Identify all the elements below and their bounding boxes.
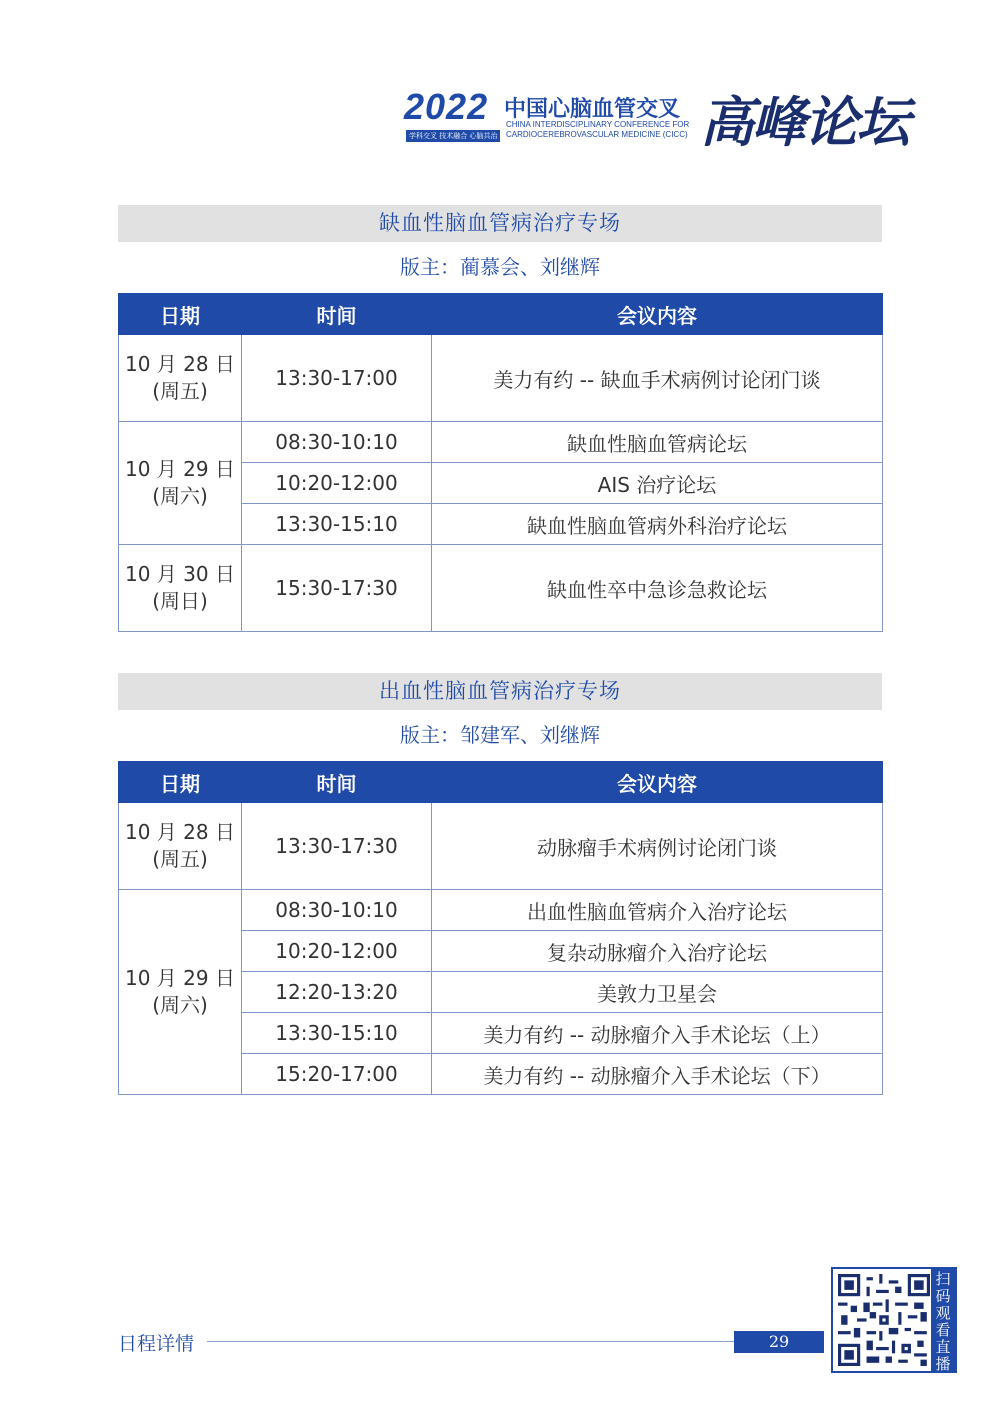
column-header-content: 会议内容 xyxy=(432,294,883,335)
logo-year: 2022 xyxy=(404,86,489,127)
schedule-table xyxy=(118,761,883,1095)
content-cell: 动脉瘤手术病例讨论闭门谈 xyxy=(432,803,883,890)
date-cell xyxy=(119,545,242,632)
time-cell: 13:30-15:10 xyxy=(242,1013,432,1054)
qr-code-panel[interactable] xyxy=(831,1267,957,1373)
weekday-text: (周五) xyxy=(152,847,208,871)
time-cell: 08:30-10:10 xyxy=(242,422,432,463)
content-cell: 复杂动脉瘤介入治疗论坛 xyxy=(432,931,883,972)
content-cell: 出血性脑血管病介入治疗论坛 xyxy=(432,890,883,931)
column-header-time: 时间 xyxy=(242,762,432,803)
weekday-text: (周五) xyxy=(152,379,208,403)
content-cell: 缺血性卒中急诊急救论坛 xyxy=(432,545,883,632)
section-title: 缺血性脑血管病治疗专场 xyxy=(118,205,882,242)
content-cell: 美力有约 -- 动脉瘤介入手术论坛（下） xyxy=(432,1054,883,1095)
footer-divider xyxy=(207,1341,734,1342)
column-header-content: 会议内容 xyxy=(432,762,883,803)
date-cell xyxy=(119,335,242,422)
table-row xyxy=(119,422,883,463)
time-cell: 13:30-15:10 xyxy=(242,504,432,545)
section-hemorrhagic xyxy=(118,673,882,1095)
time-cell: 08:30-10:10 xyxy=(242,890,432,931)
date-cell xyxy=(119,422,242,545)
date-cell xyxy=(119,890,242,1095)
weekday-text: (周六) xyxy=(152,484,208,508)
date-cell xyxy=(119,803,242,890)
date-text: 10 月 28 日 xyxy=(125,352,235,376)
logo-summit: 高峰论坛 xyxy=(700,90,908,154)
time-cell: 12:20-13:20 xyxy=(242,972,432,1013)
content-cell: 美敦力卫星会 xyxy=(432,972,883,1013)
weekday-text: (周日) xyxy=(152,589,208,613)
column-header-time: 时间 xyxy=(242,294,432,335)
table-row xyxy=(119,803,883,890)
date-text: 10 月 28 日 xyxy=(125,820,235,844)
logo-en-name: CHINA INTERDISCIPLINARY CONFERENCE FOR CARDIOCEREBROVASCULAR MEDICINE (CICC) xyxy=(506,120,690,139)
time-cell: 10:20-12:00 xyxy=(242,931,432,972)
weekday-text: (周六) xyxy=(152,993,208,1017)
section-title: 出血性脑血管病治疗专场 xyxy=(118,673,882,710)
table-row xyxy=(119,545,883,632)
column-header-date: 日期 xyxy=(119,294,242,335)
logo-cn-name: 中国心脑血管交叉 xyxy=(504,97,681,122)
content-cell: AIS 治疗论坛 xyxy=(432,463,883,504)
content-cell: 美力有约 -- 缺血手术病例讨论闭门谈 xyxy=(432,335,883,422)
date-text: 10 月 29 日 xyxy=(125,966,235,990)
content-cell: 缺血性脑血管病论坛 xyxy=(432,422,883,463)
time-cell: 13:30-17:00 xyxy=(242,335,432,422)
conference-logo xyxy=(400,76,908,171)
content-cell: 缺血性脑血管病外科治疗论坛 xyxy=(432,504,883,545)
footer-label: 日程详情 xyxy=(118,1333,195,1355)
section-moderators: 版主：蔺慕会、刘继辉 xyxy=(400,255,600,279)
date-text: 10 月 30 日 xyxy=(125,562,235,586)
column-header-date: 日期 xyxy=(119,762,242,803)
time-cell: 13:30-17:30 xyxy=(242,803,432,890)
qr-caption: 扫码观看直播 xyxy=(931,1269,955,1371)
page-number: 29 xyxy=(734,1331,824,1353)
section-ischemic xyxy=(118,205,882,632)
logo-slogan: 学科交叉 技术融合 心脑共治 xyxy=(406,130,500,142)
time-cell: 15:20-17:00 xyxy=(242,1054,432,1095)
content-cell: 美力有约 -- 动脉瘤介入手术论坛（上） xyxy=(432,1013,883,1054)
table-header-row xyxy=(119,294,883,335)
time-cell: 10:20-12:00 xyxy=(242,463,432,504)
schedule-table xyxy=(118,293,883,632)
qr-code-icon[interactable] xyxy=(838,1274,930,1366)
table-row xyxy=(119,890,883,931)
section-moderators: 版主：邹建军、刘继辉 xyxy=(400,723,600,747)
table-row xyxy=(119,335,883,422)
time-cell: 15:30-17:30 xyxy=(242,545,432,632)
table-header-row xyxy=(119,762,883,803)
date-text: 10 月 29 日 xyxy=(125,457,235,481)
